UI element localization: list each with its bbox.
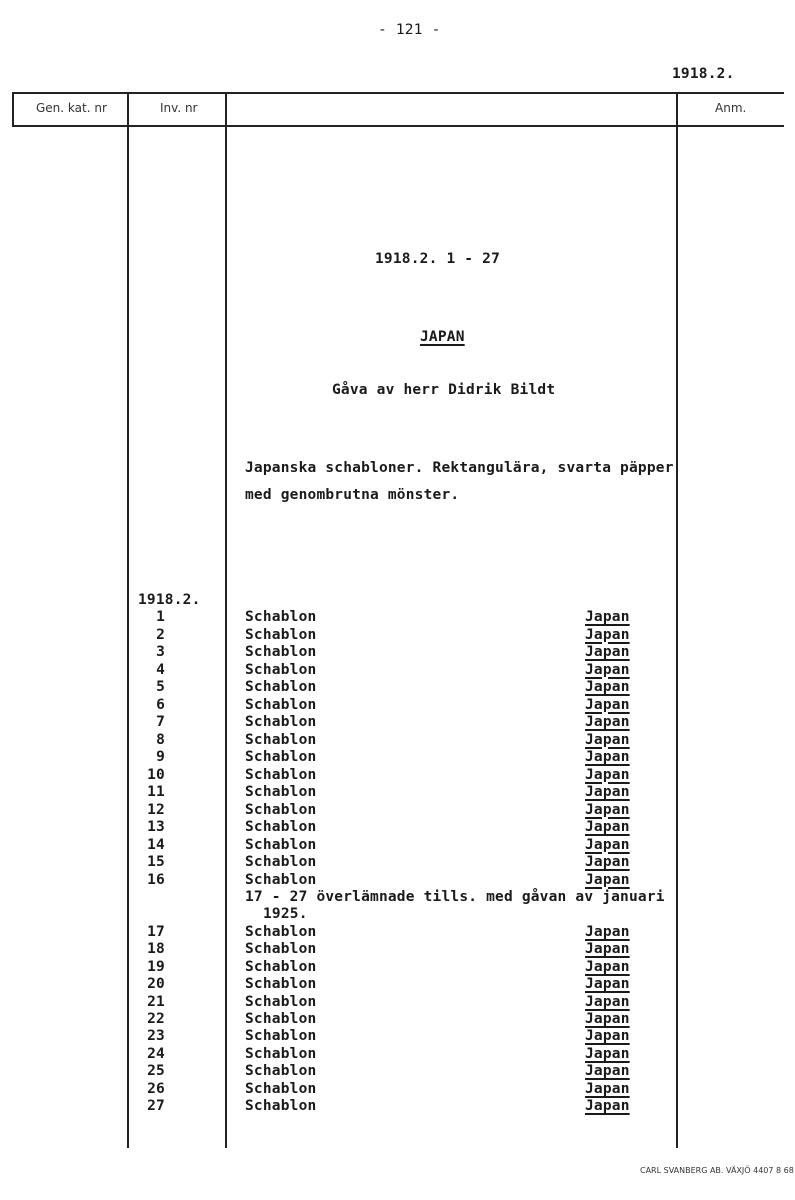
item-number: 18: [147, 941, 165, 958]
item-origin: Japan: [585, 871, 630, 888]
list-item: [0, 959, 795, 977]
list-item: [0, 854, 795, 872]
list-item: [0, 994, 795, 1012]
item-origin: Japan: [585, 644, 630, 660]
list-item: [0, 1081, 795, 1099]
item-object: Schablon: [245, 609, 317, 625]
item-number: 8: [156, 731, 165, 748]
item-origin: Japan: [585, 958, 630, 975]
item-number: 6: [156, 696, 165, 713]
list-item: [0, 941, 795, 959]
table-left-border: [12, 92, 14, 126]
column-header-anm: Anm.: [715, 101, 747, 115]
description-line-2: med genombrutna mönster.: [245, 487, 460, 503]
item-number: 16: [147, 871, 165, 888]
inventory-prefix: 1918.2.: [138, 592, 201, 608]
item-number: 14: [147, 836, 165, 853]
item-number: 19: [147, 958, 165, 975]
list-item: [0, 767, 795, 785]
donor-line: Gåva av herr Didrik Bildt: [332, 382, 556, 398]
list-item: [0, 1098, 795, 1116]
item-number: 11: [147, 784, 165, 800]
item-origin: Japan: [585, 924, 630, 940]
list-item: [0, 697, 795, 715]
item-number: 5: [156, 679, 165, 695]
country-heading: JAPAN: [420, 329, 465, 345]
list-item: [0, 976, 795, 994]
item-object: Schablon: [245, 731, 317, 748]
list-item: [0, 644, 795, 662]
list-item: [0, 1046, 795, 1064]
item-number: 7: [156, 714, 165, 730]
item-origin: Japan: [585, 993, 630, 1010]
list-item: [0, 662, 795, 680]
item-object: Schablon: [245, 714, 317, 730]
list-item: [0, 1011, 795, 1029]
list-item: [0, 1028, 795, 1046]
item-origin: Japan: [585, 1011, 630, 1027]
list-item: [0, 749, 795, 767]
printer-mark: CARL SVANBERG AB. VÄXJÖ 4407 8 68: [640, 1166, 794, 1175]
item-origin: Japan: [585, 609, 630, 625]
item-object: Schablon: [245, 644, 317, 660]
item-number: 25: [147, 1063, 165, 1080]
accession-range: 1918.2. 1 - 27: [375, 251, 501, 267]
item-object: Schablon: [245, 993, 317, 1010]
list-item: [0, 872, 795, 890]
item-object: Schablon: [245, 1080, 317, 1097]
item-origin: Japan: [585, 854, 630, 870]
list-item: [0, 732, 795, 750]
item-object: Schablon: [245, 1045, 317, 1062]
item-number: 4: [156, 661, 165, 678]
page-number: - 121 -: [378, 22, 441, 38]
item-object: Schablon: [245, 1028, 317, 1045]
item-object: Schablon: [245, 766, 317, 783]
corner-reference: 1918.2.: [672, 66, 735, 82]
item-number: 20: [147, 976, 165, 993]
item-object: Schablon: [245, 626, 317, 643]
list-item: [0, 627, 795, 645]
item-number: 12: [147, 801, 165, 818]
item-origin: Japan: [585, 1028, 630, 1045]
item-number: 15: [147, 854, 165, 870]
item-origin: Japan: [585, 749, 630, 765]
list-item: [0, 819, 795, 837]
item-object: Schablon: [245, 854, 317, 870]
item-origin: Japan: [585, 836, 630, 853]
item-origin: Japan: [585, 1080, 630, 1097]
item-number: 26: [147, 1080, 165, 1097]
item-origin: Japan: [585, 766, 630, 783]
item-origin: Japan: [585, 731, 630, 748]
item-object: Schablon: [245, 679, 317, 695]
item-origin: Japan: [585, 1063, 630, 1080]
item-origin: Japan: [585, 784, 630, 800]
item-number: 22: [147, 1011, 165, 1027]
item-number: 23: [147, 1028, 165, 1045]
list-item: [0, 609, 795, 627]
transfer-note-line-1: 17 - 27 överlämnade tills. med gåvan av januari: [245, 889, 665, 905]
item-number: 1: [156, 609, 165, 625]
item-number: 9: [156, 749, 165, 765]
item-object: Schablon: [245, 696, 317, 713]
item-object: Schablon: [245, 801, 317, 818]
transfer-note-line-2: 1925.: [263, 906, 308, 922]
item-object: Schablon: [245, 976, 317, 993]
item-number: 13: [147, 819, 165, 835]
item-origin: Japan: [585, 976, 630, 993]
item-origin: Japan: [585, 661, 630, 678]
item-origin: Japan: [585, 1098, 630, 1114]
item-origin: Japan: [585, 679, 630, 695]
item-object: Schablon: [245, 871, 317, 888]
item-number: 3: [156, 644, 165, 660]
item-origin: Japan: [585, 626, 630, 643]
item-number: 10: [147, 766, 165, 783]
item-object: Schablon: [245, 661, 317, 678]
item-object: Schablon: [245, 924, 317, 940]
list-item: [0, 1063, 795, 1081]
item-object: Schablon: [245, 819, 317, 835]
item-origin: Japan: [585, 714, 630, 730]
item-object: Schablon: [245, 836, 317, 853]
list-item: [0, 784, 795, 802]
item-object: Schablon: [245, 749, 317, 765]
item-origin: Japan: [585, 696, 630, 713]
item-object: Schablon: [245, 784, 317, 800]
item-number: 24: [147, 1045, 165, 1062]
item-origin: Japan: [585, 1045, 630, 1062]
column-header-gen-kat: Gen. kat. nr: [36, 101, 107, 115]
list-item: [0, 679, 795, 697]
item-object: Schablon: [245, 1063, 317, 1080]
list-item: [0, 924, 795, 942]
list-item: [0, 714, 795, 732]
column-header-inv: Inv. nr: [160, 101, 198, 115]
item-object: Schablon: [245, 1011, 317, 1027]
item-number: 17: [147, 924, 165, 940]
item-origin: Japan: [585, 819, 630, 835]
item-object: Schablon: [245, 958, 317, 975]
item-number: 21: [147, 993, 165, 1010]
description-line-1: Japanska schabloner. Rektangulära, svarta päpper: [245, 460, 674, 476]
item-object: Schablon: [245, 941, 317, 958]
item-origin: Japan: [585, 801, 630, 818]
item-number: 2: [156, 626, 165, 643]
list-item: [0, 802, 795, 820]
item-object: Schablon: [245, 1098, 317, 1114]
item-origin: Japan: [585, 941, 630, 958]
item-number: 27: [147, 1098, 165, 1114]
list-item: [0, 837, 795, 855]
